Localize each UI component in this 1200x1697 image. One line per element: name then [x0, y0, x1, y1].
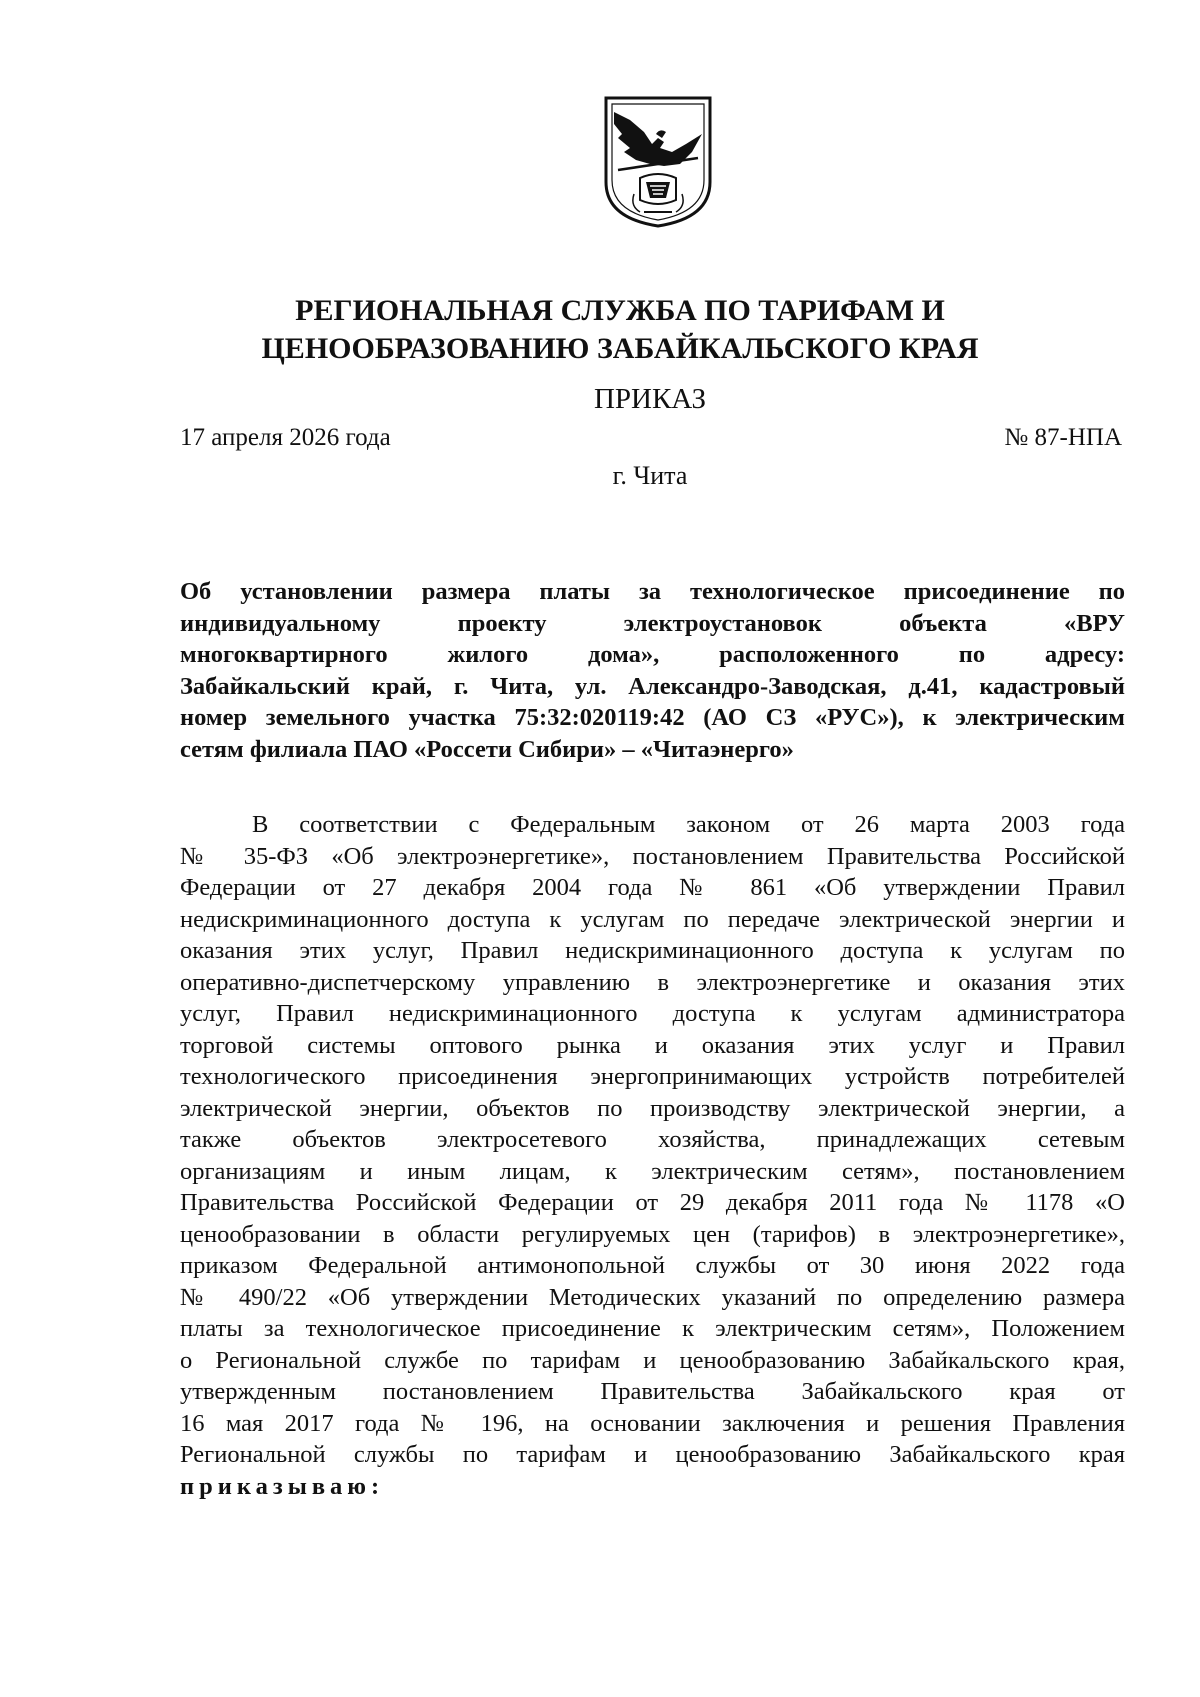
body-line: оперативно-диспетчерскому управлению в электроэнергетике и оказания этих: [180, 968, 1125, 996]
body-line: ценообразовании в области регулируемых цен (тарифов) в электроэнергетике»,: [180, 1220, 1125, 1248]
body-line: Федерации от 27 декабря 2004 года № 861 «Об утверждении Правил: [180, 874, 1125, 901]
body-line: приказом Федеральной антимонопольной службы от 30 июня 2022 года: [180, 1252, 1125, 1279]
document-type: ПРИКАЗ: [593, 383, 707, 415]
body-line: № 35-ФЗ «Об электроэнергетике», постановлением Правительства Российской: [180, 842, 1125, 870]
order-title: [180, 576, 1125, 765]
body-line: также объектов электросетевого хозяйства, принадлежащих сетевым: [180, 1126, 1125, 1153]
title-line: многоквартирного жилого дома», расположенного по адресу:: [180, 641, 1125, 668]
preamble-paragraph: [180, 809, 1125, 1502]
organization-name: [180, 292, 1060, 368]
body-line: электрической энергии, объектов по производству электрической энергии, а: [180, 1094, 1125, 1122]
body-line: технологического присоединения энергопринимающих устройств потребителей: [180, 1063, 1125, 1090]
body-line: услуг, Правил недискриминационного доступа к услугам администратора: [180, 1000, 1125, 1027]
document-number: № 87-НПА: [1004, 424, 1122, 451]
closing-word: приказываю:: [180, 1472, 385, 1500]
body-line: недискриминационного доступа к услугам по передаче электрической энергии и: [180, 905, 1125, 933]
org-line-2: ЦЕНООБРАЗОВАНИЮ ЗАБАЙКАЛЬСКОГО КРАЯ: [261, 332, 979, 365]
title-line: индивидуальному проекту электроустановок объекта «ВРУ: [180, 609, 1125, 637]
body-line: оказания этих услуг, Правил недискриминационного доступа к услугам по: [180, 937, 1125, 964]
title-line: сетям филиала ПАО «Россети Сибири» – «Читаэнерго»: [180, 735, 794, 763]
document-city: г. Чита: [612, 461, 688, 490]
title-line: Забайкальский край, г. Чита, ул. Александро-Заводская, д.41, кадастровый: [180, 672, 1125, 700]
body-line: утвержденным постановлением Правительства Забайкальского края от: [180, 1378, 1125, 1405]
body-line: организациям и иным лицам, к электрическим сетям», постановлением: [180, 1157, 1125, 1185]
title-line: номер земельного участка 75:32:020119:42 (АО СЗ «РУС»), к электрическим: [180, 704, 1125, 731]
body-line: платы за технологическое присоединение к электрическим сетям», Положением: [180, 1315, 1125, 1342]
document-date: 17 апреля 2026 года: [180, 424, 391, 451]
coat-of-arms-emblem: [600, 94, 716, 230]
title-line: Об установлении размера платы за технологическое присоединение по: [180, 578, 1125, 605]
body-line: Региональной службы по тарифам и ценообразованию Забайкальского края: [180, 1441, 1125, 1468]
body-line: торговой системы оптового рынка и оказания этих услуг и Правил: [180, 1031, 1125, 1059]
body-line: о Региональной службе по тарифам и ценообразованию Забайкальского края,: [180, 1346, 1125, 1374]
org-line-1: РЕГИОНАЛЬНАЯ СЛУЖБА ПО ТАРИФАМ И: [295, 294, 945, 327]
body-line: 16 мая 2017 года № 196, на основании заключения и решения Правления: [180, 1409, 1125, 1437]
eagle-shield-icon: [600, 94, 716, 230]
body-line: № 490/22 «Об утверждении Методических указаний по определению размера: [180, 1283, 1125, 1311]
body-line: В соответствии с Федеральным законом от 26 марта 2003 года: [252, 811, 1125, 838]
body-line: Правительства Российской Федерации от 29 декабря 2011 года № 1178 «О: [180, 1189, 1125, 1216]
